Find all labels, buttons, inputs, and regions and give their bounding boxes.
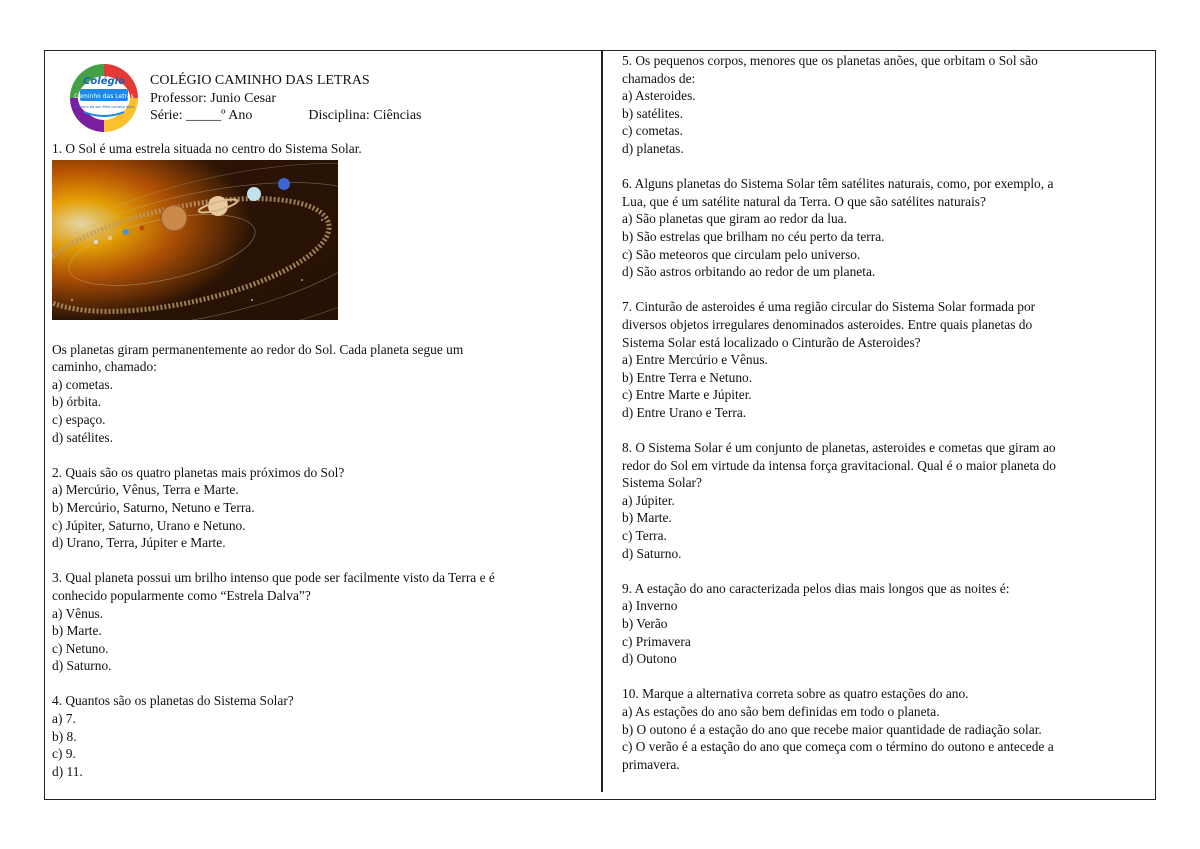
serie-line (150, 107, 422, 125)
school-logo (66, 62, 142, 134)
question-stem: 7. Cinturão de asteroides é uma região circular do Sistema Solar formada por (622, 299, 1036, 315)
right-column (622, 52, 1152, 791)
option-c: c) cometas. (622, 123, 683, 139)
option-a: a) Asteroides. (622, 88, 696, 104)
option-a: a) cometas. (52, 376, 113, 392)
option-a: a) As estações do ano são bem definidas em todo o planeta. (622, 703, 940, 719)
option-b: b) 8. (52, 728, 77, 744)
question-stem: 10. Marque a alternativa correta sobre as quatro estações do ano. (622, 686, 969, 702)
left-column (52, 140, 592, 798)
option-b: b) satélites. (622, 105, 683, 121)
option-b: b) São estrelas que brilham no céu perto da terra. (622, 228, 885, 244)
question-5 (622, 52, 1152, 158)
option-d: d) planetas. (622, 140, 684, 156)
option-c: c) São meteoros que circulam pelo universo. (622, 246, 861, 262)
question-stem: 6. Alguns planetas do Sistema Solar têm satélites naturais, como, por exemplo, a (622, 176, 1054, 192)
serie-field: Série: _____º Ano (150, 108, 253, 123)
option-d: d) Saturno. (622, 545, 682, 561)
option-a: a) Entre Mercúrio e Vênus. (622, 352, 768, 368)
option-a: a) Mercúrio, Vênus, Terra e Marte. (52, 482, 239, 498)
question-stem: 5. Os pequenos corpos, menores que os planetas anões, que orbitam o Sol são (622, 53, 1038, 68)
option-b: b) O outono é a estação do ano que recebe maior quantidade de radiação solar. (622, 721, 1042, 737)
option-b: b) Verão (622, 616, 668, 631)
question-stem: 1. O Sol é uma estrela situada no centro do Sistema Solar. (52, 141, 362, 156)
option-a: a) Vênus. (52, 605, 104, 621)
question-stem: redor do Sol em virtude da intensa força gravitacional. Qual é o maior planeta do (622, 457, 1056, 473)
svg-text:O futuro do seu filho começa a: O futuro do seu filho começa aqui (74, 105, 134, 109)
question-stem: Sistema Solar está localizado o Cinturão de Asteroides? (622, 334, 921, 350)
school-name: COLÉGIO CAMINHO DAS LETRAS (150, 73, 370, 88)
option-c: c) Entre Marte e Júpiter. (622, 387, 752, 403)
option-a: a) Júpiter. (622, 492, 675, 508)
question-6 (622, 175, 1152, 281)
question-stem: 4. Quantos são os planetas do Sistema Solar? (52, 693, 294, 709)
question-stem: Lua, que é um satélite natural da Terra. O que são satélites naturais? (622, 193, 986, 209)
option-c: c) 9. (52, 746, 76, 762)
professor-line: Professor: Junio Cesar (150, 90, 276, 106)
school-info (150, 72, 422, 125)
school-header (66, 60, 586, 136)
column-divider (601, 50, 603, 792)
question-stem: Os planetas giram permanentemente ao redor do Sol. Cada planeta segue um (52, 341, 464, 357)
option-d: d) satélites. (52, 429, 113, 445)
svg-text:Caminho das Letras: Caminho das Letras (74, 93, 134, 100)
question-stem: chamados de: (622, 70, 696, 86)
option-d: d) Entre Urano e Terra. (622, 404, 747, 420)
option-b: b) Marte. (622, 510, 672, 526)
question-10 (622, 685, 1152, 773)
option-b: b) Entre Terra e Netuno. (622, 369, 753, 385)
question-2 (52, 464, 592, 552)
question-stem: diversos objetos irregulares denominados asteroides. Entre quais planetas do (622, 316, 1033, 332)
option-b: b) Mercúrio, Saturno, Netuno e Terra. (52, 499, 255, 515)
option-d: d) Urano, Terra, Júpiter e Marte. (52, 535, 226, 551)
question-7 (622, 298, 1152, 421)
question-4 (52, 692, 592, 780)
question-1 (52, 140, 592, 158)
option-b: b) Marte. (52, 623, 102, 639)
question-9 (622, 580, 1152, 668)
question-stem: 3. Qual planeta possui um brilho intenso que pode ser facilmente visto da Terra e é (52, 570, 495, 586)
discipline-field: Disciplina: Ciências (308, 108, 422, 123)
option-c: c) Terra. (622, 528, 667, 544)
question-stem: 8. O Sistema Solar é um conjunto de planetas, asteroides e cometas que giram ao (622, 440, 1056, 456)
option-c: c) Primavera (622, 633, 691, 649)
option-b: b) órbita. (52, 394, 102, 410)
option-c: c) O verão é a estação do ano que começa com o término do outono e antecede a (622, 739, 1054, 755)
option-a: a) São planetas que giram ao redor da lua. (622, 211, 847, 227)
question-stem: caminho, chamado: (52, 359, 157, 375)
svg-text:Colégio: Colégio (83, 76, 125, 87)
question-1-continued (52, 341, 592, 447)
question-stem: 2. Quais são os quatro planetas mais próximos do Sol? (52, 464, 345, 480)
question-8 (622, 439, 1152, 562)
question-3 (52, 569, 592, 675)
option-c-continued: primavera. (622, 756, 680, 772)
option-d: d) São astros orbitando ao redor de um planeta. (622, 264, 876, 280)
question-stem: conhecido popularmente como “Estrela Dalva”? (52, 587, 311, 603)
option-c: c) espaço. (52, 411, 106, 427)
option-c: c) Netuno. (52, 640, 109, 656)
option-d: d) 11. (52, 763, 83, 779)
question-stem: Sistema Solar? (622, 475, 702, 491)
option-a: a) Inverno (622, 598, 678, 614)
option-c: c) Júpiter, Saturno, Urano e Netuno. (52, 517, 246, 533)
option-a: a) 7. (52, 711, 76, 727)
option-d: d) Saturno. (52, 658, 112, 674)
option-d: d) Outono (622, 651, 677, 667)
question-stem: 9. A estação do ano caracterizada pelos dias mais longos que as noites é: (622, 580, 1010, 596)
